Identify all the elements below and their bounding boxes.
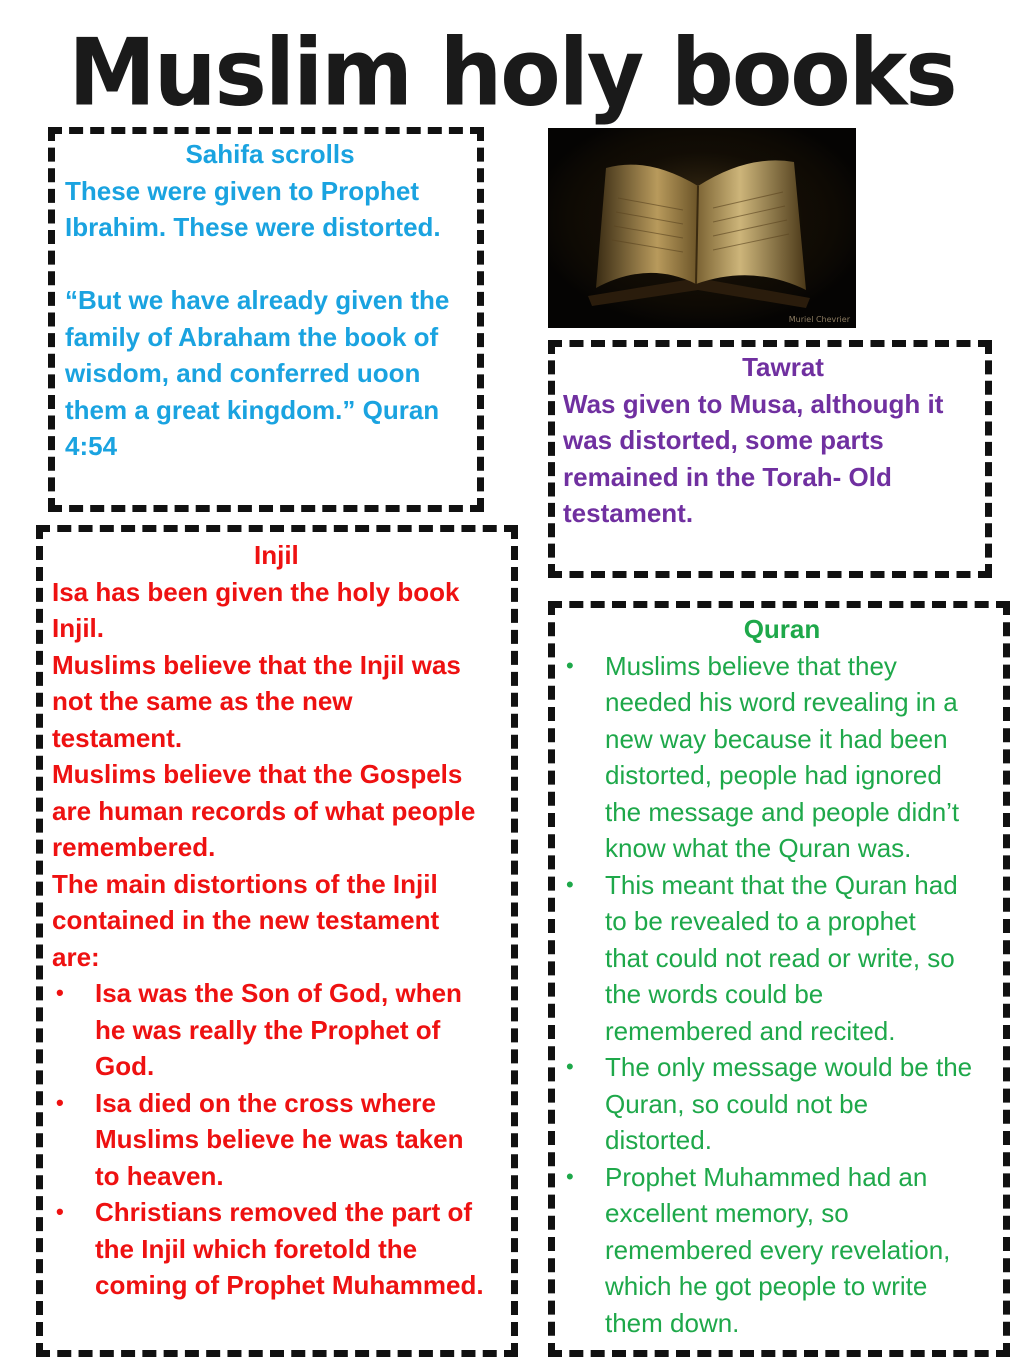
- bullet-line: that could not read or write, so: [605, 942, 955, 973]
- list-item: [52, 1085, 512, 1195]
- bullet-line: the words could be: [605, 979, 824, 1009]
- list-item: [52, 1194, 512, 1304]
- injil-line: The main distortions of the Injil: [52, 868, 438, 899]
- bullet-line: to heaven.: [95, 1160, 224, 1191]
- bullet-line: • The only message would be the: [605, 1052, 973, 1082]
- sahifa-line: These were given to Prophet: [65, 175, 419, 206]
- list-item: [562, 648, 1002, 867]
- injil-line: Muslims believe that the Injil was: [52, 649, 461, 680]
- injil-line: remembered.: [52, 832, 216, 862]
- injil-text: [52, 537, 512, 1304]
- tawrat-line: remained in the Torah- Old: [563, 461, 892, 492]
- bullet-line: them down.: [605, 1307, 740, 1338]
- quran-heading: Quran: [743, 614, 821, 644]
- tawrat-line: testament.: [563, 498, 694, 528]
- bullet-line: God.: [95, 1051, 155, 1081]
- list-item: [562, 1049, 1002, 1159]
- bullet-line: the Injil which foretold the: [95, 1233, 418, 1264]
- bullet-line: know what the Quran was.: [605, 833, 912, 863]
- bullet-line: • Christians removed the part of: [95, 1197, 473, 1227]
- injil-line: are human records of what people: [52, 795, 476, 826]
- open-book-icon: [548, 128, 856, 328]
- bullet-line: Muslims believe he was taken: [95, 1124, 464, 1154]
- tawrat-line: Was given to Musa, although it: [563, 388, 944, 419]
- sahifa-quote-line: family of Abraham the book of: [65, 321, 439, 352]
- sahifa-line: Ibrahim. These were distorted.: [65, 212, 441, 242]
- bullet-line: he was really the Prophet of: [95, 1014, 441, 1045]
- sahifa-quote-line: them a great kingdom.” Quran: [65, 394, 440, 425]
- sahifa-quote-line: “But we have already given the: [65, 285, 450, 315]
- sahifa-text: [65, 136, 475, 465]
- bullet-line: • Muslims believe that they: [605, 650, 897, 681]
- bullet-line: • Isa died on the cross where: [95, 1087, 436, 1118]
- list-item: [52, 975, 512, 1085]
- injil-line: Muslims believe that the Gospels: [52, 759, 463, 789]
- bullet-line: distorted.: [605, 1125, 712, 1155]
- injil-line: testament.: [52, 722, 183, 753]
- quran-bullet-list: [562, 648, 1002, 1342]
- bullet-line: needed his word revealing in a: [605, 687, 958, 717]
- book-photo: [548, 128, 856, 328]
- bullet-line: which he got people to write: [605, 1271, 928, 1301]
- bullet-line: excellent memory, so: [605, 1198, 849, 1228]
- injil-bullet-list: [52, 975, 512, 1304]
- injil-line: Injil.: [52, 613, 104, 643]
- page-title: Muslim holy books: [68, 18, 956, 127]
- tawrat-line: was distorted, some parts: [563, 425, 884, 455]
- sahifa-heading: Sahifa scrolls: [185, 139, 355, 169]
- injil-line: contained in the new testament: [52, 905, 440, 935]
- bullet-line: coming of Prophet Muhammed.: [95, 1270, 484, 1300]
- bullet-line: remembered every revelation,: [605, 1234, 951, 1265]
- bullet-line: to be revealed to a prophet: [605, 906, 916, 936]
- bullet-line: Quran, so could not be: [605, 1088, 869, 1119]
- list-item: [562, 1159, 1002, 1342]
- injil-line: Isa has been given the holy book: [52, 576, 460, 607]
- bullet-line: • This meant that the Quran had: [605, 869, 958, 900]
- bullet-line: • Prophet Muhammed had an: [605, 1161, 928, 1192]
- injil-line: not the same as the new: [52, 686, 353, 716]
- tawrat-heading: Tawrat: [742, 352, 824, 382]
- sahifa-quote-line: wisdom, and conferred uoon: [65, 358, 421, 388]
- bullet-line: new way because it had been: [605, 723, 948, 754]
- quran-text: [562, 611, 1002, 1341]
- tawrat-text: [563, 349, 983, 532]
- bullet-line: remembered and recited.: [605, 1015, 896, 1046]
- injil-line: are:: [52, 941, 100, 972]
- bullet-line: • Isa was the Son of God, when: [95, 978, 462, 1008]
- bullet-line: distorted, people had ignored: [605, 760, 942, 790]
- photo-credit: Muriel Chevrier: [788, 315, 850, 324]
- list-item: [562, 867, 1002, 1050]
- sahifa-quote-line: 4:54: [65, 431, 118, 461]
- bullet-line: the message and people didn’t: [605, 796, 960, 827]
- injil-heading: Injil: [254, 540, 299, 570]
